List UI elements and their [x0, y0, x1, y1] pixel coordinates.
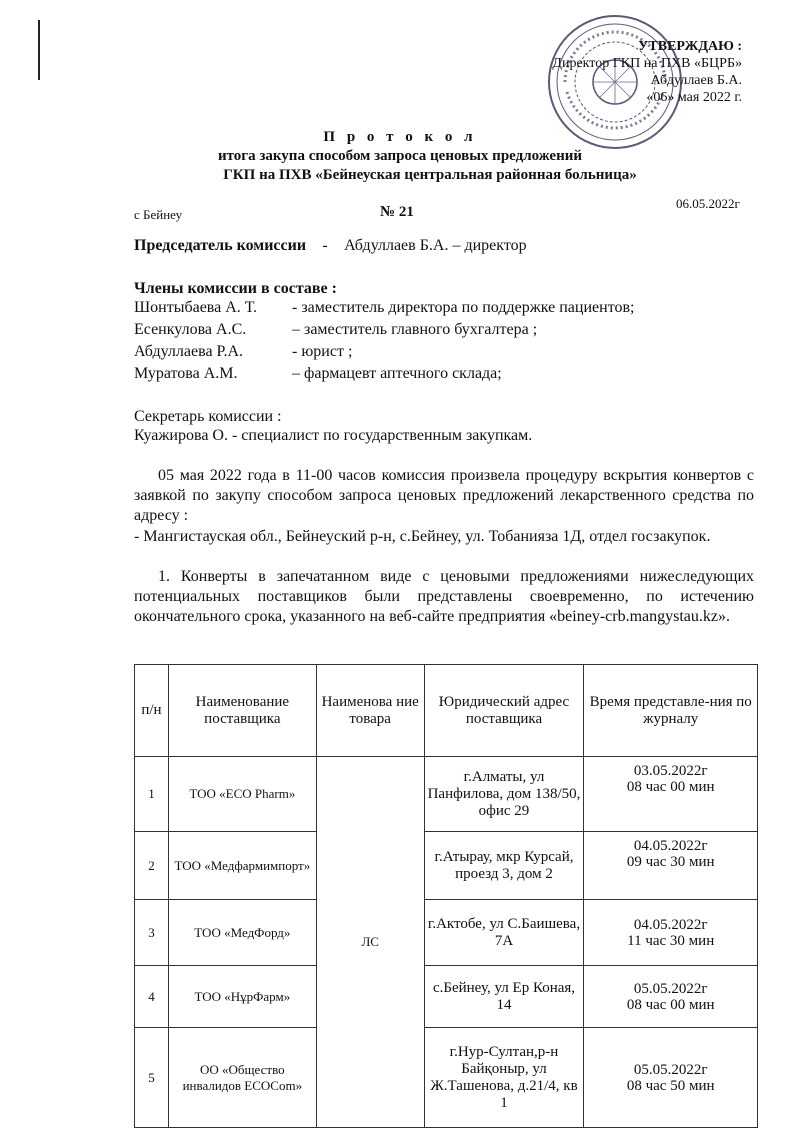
- supplier-address: г.Атырау, мкр Курсай, проезд 3, дом 2: [424, 832, 584, 900]
- table-row: [135, 1028, 758, 1128]
- row-number: 5: [135, 1028, 169, 1128]
- supplier-name: ТОО «НұрФарм»: [168, 966, 316, 1028]
- item-1-text: Конверты в запечатанном виде с ценовыми предложениями нижеследующих потенциальных поставщиков были представлены своевременно, по истечению окончательного срока, указанного на веб-сайте предприятия «beiney-crb.mangystau.kz».: [134, 568, 754, 625]
- member-row: [134, 320, 538, 339]
- members-label: Члены комиссии в составе :: [134, 280, 337, 297]
- supplier-name: ТОО «ECO Pharm»: [168, 757, 316, 832]
- item-1-paragraph: [134, 567, 754, 627]
- submission-date: 04.05.2022г: [633, 916, 708, 933]
- item-1-number: 1.: [158, 568, 170, 585]
- header-address: Юридический адрес поставщика: [424, 665, 584, 757]
- submission-time: [584, 832, 758, 900]
- table-header-row: [135, 665, 758, 757]
- header-number: п/н: [135, 665, 169, 757]
- submission-time: [584, 757, 758, 832]
- submission-hour: 08 час 00 мин: [626, 996, 715, 1013]
- submission-hour: 08 час 00 мин: [626, 779, 715, 795]
- submission-time: [584, 966, 758, 1028]
- member-role: - юрист ;: [292, 343, 353, 360]
- approval-name: Абдуллаев Б.А.: [650, 73, 742, 88]
- address-paragraph: - Мангистауская обл., Бейнеуский р-н, с.Бейнеу, ул. Тобанияза 1Д, отдел госзакупок.: [134, 528, 711, 545]
- header-time: Время представле-ния по журналу: [584, 665, 758, 757]
- header-goods: Наименова ние товара: [316, 665, 424, 757]
- supplier-name: ТОО «Медфармимпорт»: [168, 832, 316, 900]
- chairman-separator: -: [322, 237, 328, 254]
- secretary-name: Куажирова О. - специалист по государственным закупкам.: [134, 427, 533, 444]
- protocol-date: 06.05.2022г: [676, 196, 740, 211]
- member-row: [134, 342, 353, 361]
- row-number: 4: [135, 966, 169, 1028]
- header-supplier: Наименование поставщика: [168, 665, 316, 757]
- submission-hour: 09 час 30 мин: [626, 854, 715, 870]
- member-role: – фармацевт аптечного склада;: [292, 365, 502, 382]
- member-name: Есенкулова А.С.: [134, 321, 247, 338]
- supplier-address: г.Нур-Султан,р-н Байқоныр, ул Ж.Ташенова, д.21/4, кв 1: [424, 1028, 584, 1128]
- row-number: 3: [135, 900, 169, 966]
- supplier-name: ОО «Общество инвалидов ECOCom»: [168, 1028, 316, 1128]
- organization-name: ГКП на ПХВ «Бейнеуская центральная районная больница»: [223, 167, 637, 183]
- supplier-name: ТОО «МедФорд»: [168, 900, 316, 966]
- secretary-label: Секретарь комиссии :: [134, 408, 282, 425]
- goods-name: ЛС: [316, 757, 424, 1128]
- submission-time: [584, 1028, 758, 1128]
- row-number: 1: [135, 757, 169, 832]
- table-row: [135, 966, 758, 1028]
- member-name: Шонтыбаева А. Т.: [134, 299, 257, 316]
- submission-date: 05.05.2022г: [633, 1061, 708, 1078]
- intro-text: 05 мая 2022 года в 11-00 часов комиссия произвела процедуру вскрытия конвертов с заявкой по закупу способом запроса ценовых предложений лекарственного средства по адресу :: [134, 467, 754, 524]
- submission-date: 04.05.2022г: [633, 838, 708, 854]
- supplier-address: г.Алматы, ул Панфилова, дом 138/50, офис 29: [424, 757, 584, 832]
- supplier-address: г.Актобе, ул С.Баишева, 7А: [424, 900, 584, 966]
- submission-date: 05.05.2022г: [633, 980, 708, 997]
- submission-time: [584, 900, 758, 966]
- chairman-label: Председатель комиссии: [134, 237, 307, 254]
- submission-hour: 08 час 50 мин: [626, 1077, 715, 1094]
- member-role: - заместитель директора по поддержке пациентов;: [292, 299, 635, 316]
- intro-paragraph: [134, 466, 754, 526]
- approval-block: [412, 38, 742, 106]
- approval-title: УТВЕРЖДАЮ :: [638, 39, 742, 54]
- chairman-line: [134, 236, 527, 255]
- table-row: [135, 832, 758, 900]
- margin-mark: [38, 20, 40, 80]
- submission-date: 03.05.2022г: [633, 763, 708, 779]
- row-number: 2: [135, 832, 169, 900]
- member-row: [134, 298, 635, 317]
- member-name: Муратова А.М.: [134, 365, 238, 382]
- member-name: Абдуллаева Р.А.: [134, 343, 243, 360]
- member-role: – заместитель главного бухгалтера ;: [292, 321, 538, 338]
- approval-position: Директор ГКП на ПХВ «БЦРБ»: [552, 56, 742, 71]
- approval-date: «06» мая 2022 г.: [646, 90, 742, 105]
- document-type: П р о т о к о л: [323, 129, 477, 145]
- chairman-name: Абдуллаев Б.А. – директор: [344, 237, 527, 254]
- table-row: [135, 757, 758, 832]
- suppliers-table: [134, 664, 758, 1128]
- protocol-number: № 21: [380, 204, 414, 220]
- document-subtitle: итога закупа способом запроса ценовых предложений: [217, 148, 583, 164]
- member-row: [134, 364, 502, 383]
- place: с Бейнеу: [134, 207, 183, 222]
- submission-hour: 11 час 30 мин: [627, 932, 715, 949]
- supplier-address: с.Бейнеу, ул Ер Коная, 14: [424, 966, 584, 1028]
- table-row: [135, 900, 758, 966]
